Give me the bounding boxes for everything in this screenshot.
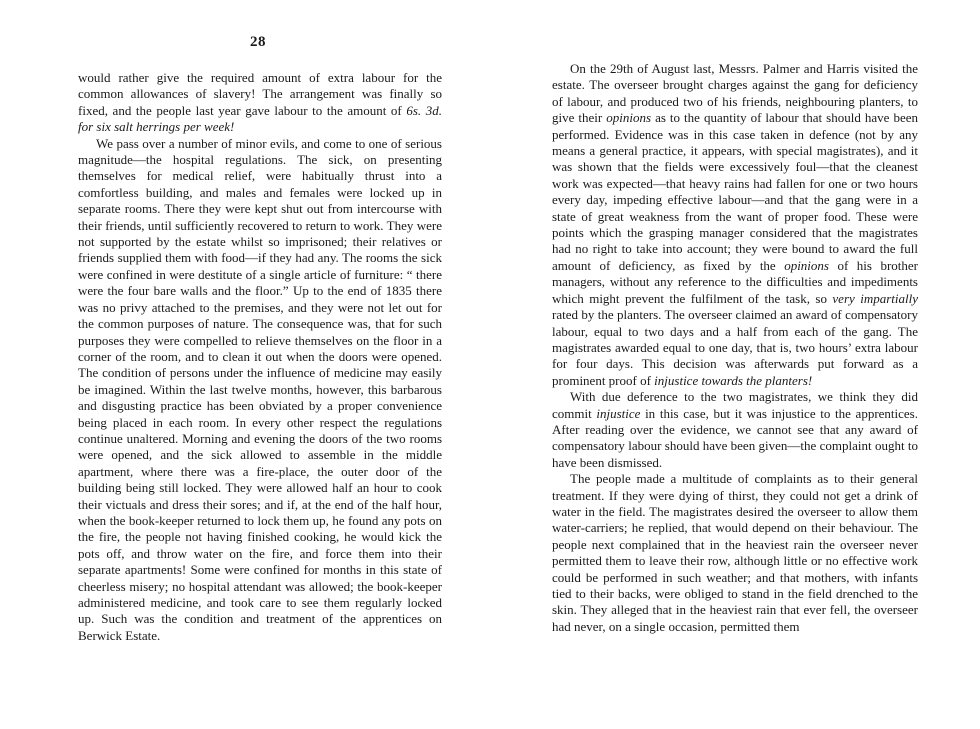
page-number: 28: [250, 34, 266, 50]
left-paragraph-2: [78, 136, 442, 645]
text-run: The people made a multitude of complaints as to their general treatment. If they were dying of thirst, they could not get a drink of water in the field. The magistrates desired the overseer to allow them water-carriers; he replied, that would depend on their behaviour. The people next complained that in the heaviest rain the overseer never permitted them to leave their row, although little or no effective work could be performed in such weather; and that mothers, with infants tied to their backs, were obliged to stand in the field drenched to the skin. They alleged that in the heaviest rain that ever fell, the overseer had never, on a single occasion, permitted them: [552, 471, 918, 634]
text-run: With due deference to the two magistrates, we think they did commit: [552, 389, 918, 421]
italic-run: opinions: [784, 257, 829, 273]
italic-run: injustice towards the planters!: [654, 372, 813, 388]
text-run: On the 29th of August last, Messrs. Palmer and Harris visited the estate. The overseer brought charges against the gang for deficiency of labour, and produced two of his friends, neighbouring planters, to give their: [552, 61, 918, 126]
italic-run: opinions: [606, 110, 652, 126]
left-column: [78, 70, 442, 644]
text-run: rated by the planters. The overseer claimed an award of compensatory labour, equal to two days and a half from each of the gang. The magistrates awarded equal to one day, that is, two hours’ extra labour for four days. This decision was afterwards put forward as a prominent proof of: [552, 307, 918, 388]
italic-run: 6s. 3d. for six salt herrings per week!: [78, 102, 442, 135]
text-run: We pass over a number of minor evils, and come to one of serious magnitude—the hospital regulations. The sick, on presenting themselves for medical relief, were habitually thrust into a comfortless building, and males and females were locked up in separate rooms. There they were kept shut out from intercourse with their friends, until sufficiently recovered to return to work. They were not supported by the estate whilst so imprisoned; their relatives or friends supplied them with food—if they had any. The rooms the sick were confined in were destitute of a single article of furniture: “ there were the four bare walls and the floor.” Up to the end of 1835 there was no privy attached to the premises, and they were not let out for the common purposes of nature. The consequence was, that for such purposes they were compelled to relieve themselves on the floor in a corner of the room, and to clean it out when the doors were opened. The condition of persons under the influence of medicine may easily be imagined. Within the last twelve months, however, this barbarous and disgusting practice has been obviated by a proper convenience being placed in each room. In every other respect the regulations continue unaltered. Morning and evening the doors of the two rooms were opened, and the sick allowed to assemble in the middle apartment, where there was a fire-place, the outer door of the building being still locked. They were allowed half an hour to cook their victuals and dress their sores; and if, at the end of the half hour, when the book-keeper returned to lock them up, he found any pots on the fire, the people not having finished cooking, he would kick the pots off, and throw water on the fire, and force them into their separate apartments! Some were confined for months in this state of cheerless misery; no hospital attendant was allowed; the book-keeper administered medicine, and took care to see them regularly locked up. Such was the condition and treatment of the apprentices on Berwick Estate.: [78, 135, 442, 643]
text-run: as to the quantity of labour that should have been performed. Evidence was in this case taken in defence (not by any means a general practice, it appears, with special magistrates), and it was shown that the fields were excessively foul—that the cleanest work was expected—that heavy rains had fallen for one or two hours every day, impeding effective labour—and that the gang were in a state of great weakness from the want of proper food. These were points which the grasping manager considered that the magistrates had no right to take into account; they were bound to award the full amount of deficiency, as fixed by the: [552, 110, 918, 273]
left-paragraph-1: [78, 70, 442, 136]
right-column: [552, 61, 918, 635]
text-run: of his brother managers, without any reference to the difficulties and impediments which might prevent the fulfilment of the task, so: [552, 257, 918, 306]
right-paragraph-2: [552, 389, 918, 471]
right-paragraph-3: [552, 471, 918, 635]
right-paragraph-1: [552, 61, 918, 389]
text-run: in this case, but it was injustice to the apprentices. After reading over the evidence, we cannot see that any award of compensatory labour should have been given—the complaint ought to have been dismissed.: [552, 405, 918, 470]
text-run: would rather give the required amount of extra labour for the common allowances of slavery! The arrangement was finally so fixed, and the people last year gave labour to the amount of: [78, 70, 442, 118]
italic-run: injustice: [596, 405, 641, 421]
italic-run: very impartially: [832, 290, 918, 306]
